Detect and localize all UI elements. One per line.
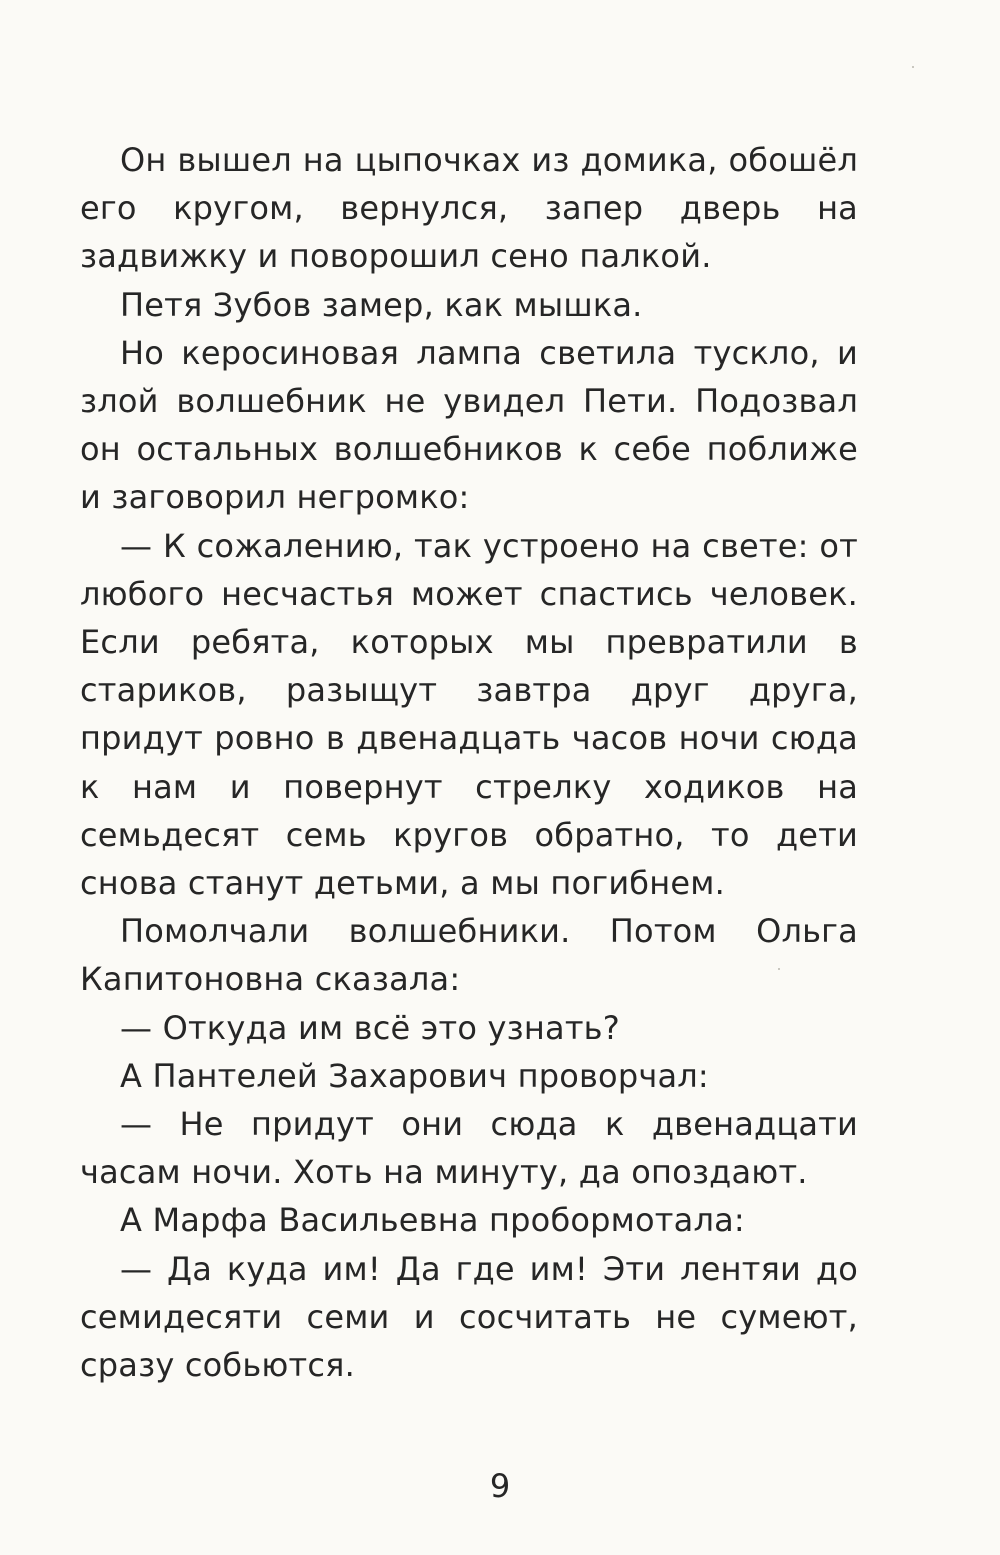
paper-speck	[912, 66, 914, 68]
paragraph-7: А Пантелей Захарович проворчал:	[120, 1056, 709, 1095]
paragraph-9: А Марфа Васильевна пробормотала:	[120, 1201, 745, 1240]
paper-speck	[778, 968, 780, 970]
paragraph-6: — Откуда им всё это узнать?	[120, 1008, 620, 1047]
paragraph-4: — К сожалению, так устроено на свете: от любого несчастья может спастись человек. Если ребята, которых мы превратили в стариков, разыщут завтра друг друга, придут ровно в двенадцать часов ночи сюда к нам и повернут стрелку ходиков на семьдесят семь кругов обратно, то дети снова станут детьми, а мы погибнем.	[80, 526, 858, 903]
paragraph-2: Петя Зубов замер, как мышка.	[120, 285, 643, 324]
paragraph-3: Но керосиновая лампа светила тускло, и злой волшебник не увидел Пети. Подозвал он остальных волшебников к себе поближе и заговорил негромко:	[80, 333, 858, 517]
page-number: 9	[489, 1467, 511, 1505]
body-text	[80, 136, 858, 1389]
paragraph-10: — Да куда им! Да где им! Эти лентяи до семидесяти семи и сосчитать не сумеют, сразу собьются.	[80, 1249, 858, 1385]
paragraph-8: — Не придут они сюда к двенадцати часам ночи. Хоть на минуту, да опоздают.	[80, 1105, 858, 1192]
paragraph-1: Он вышел на цыпочках из домика, обошёл его кругом, вернулся, запер дверь на задвижку и поворошил сено палкой.	[80, 141, 858, 276]
paragraph-5: Помолчали волшебники. Потом Ольга Капитоновна сказала:	[80, 912, 858, 999]
